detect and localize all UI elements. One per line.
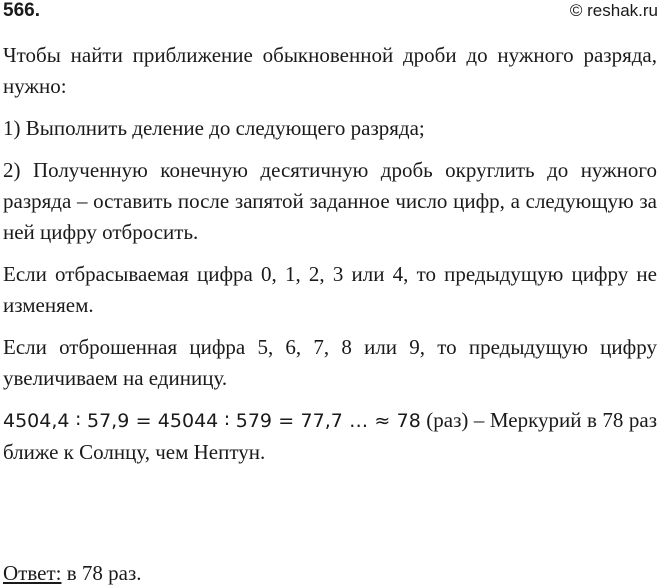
- header: [0, 0, 662, 24]
- step-two-paragraph: 2) Полученную конечную десятичную дробь округлить до нужного разряда – оставить после запятой заданное число цифр, а следующую за ней цифру отбросить.: [3, 158, 657, 244]
- watermark: © reshak.ru: [569, 1, 658, 20]
- intro-paragraph: Чтобы найти приближение обыкновенной дроби до нужного разряда, нужно:: [3, 43, 657, 98]
- formula-text: (раз) – Меркурий в 78 раз ближе к Солнцу, чем Нептун.: [3, 408, 657, 464]
- rule-keep-paragraph: Если отбрасываемая цифра 0, 1, 2, 3 или 4, то предыдущую цифру не изменяем.: [3, 262, 657, 317]
- answer-label: Ответ:: [3, 561, 62, 585]
- answer-value: в 78 раз.: [61, 561, 142, 585]
- solution-content: [3, 40, 657, 468]
- formula-expression: 4504,4 ∶ 57,9 = 45044 ∶ 579 = 77,7 … ≈ 78: [3, 410, 421, 432]
- task-number: 566.: [3, 0, 40, 21]
- formula-paragraph: [3, 405, 657, 468]
- rule-increase-paragraph: Если отброшенная цифра 5, 6, 7, 8 или 9, то предыдущую цифру увеличиваем на единицу.: [3, 335, 657, 390]
- step-one-paragraph: 1) Выполнить деление до следующего разряда;: [3, 116, 425, 140]
- answer-line: [3, 560, 142, 586]
